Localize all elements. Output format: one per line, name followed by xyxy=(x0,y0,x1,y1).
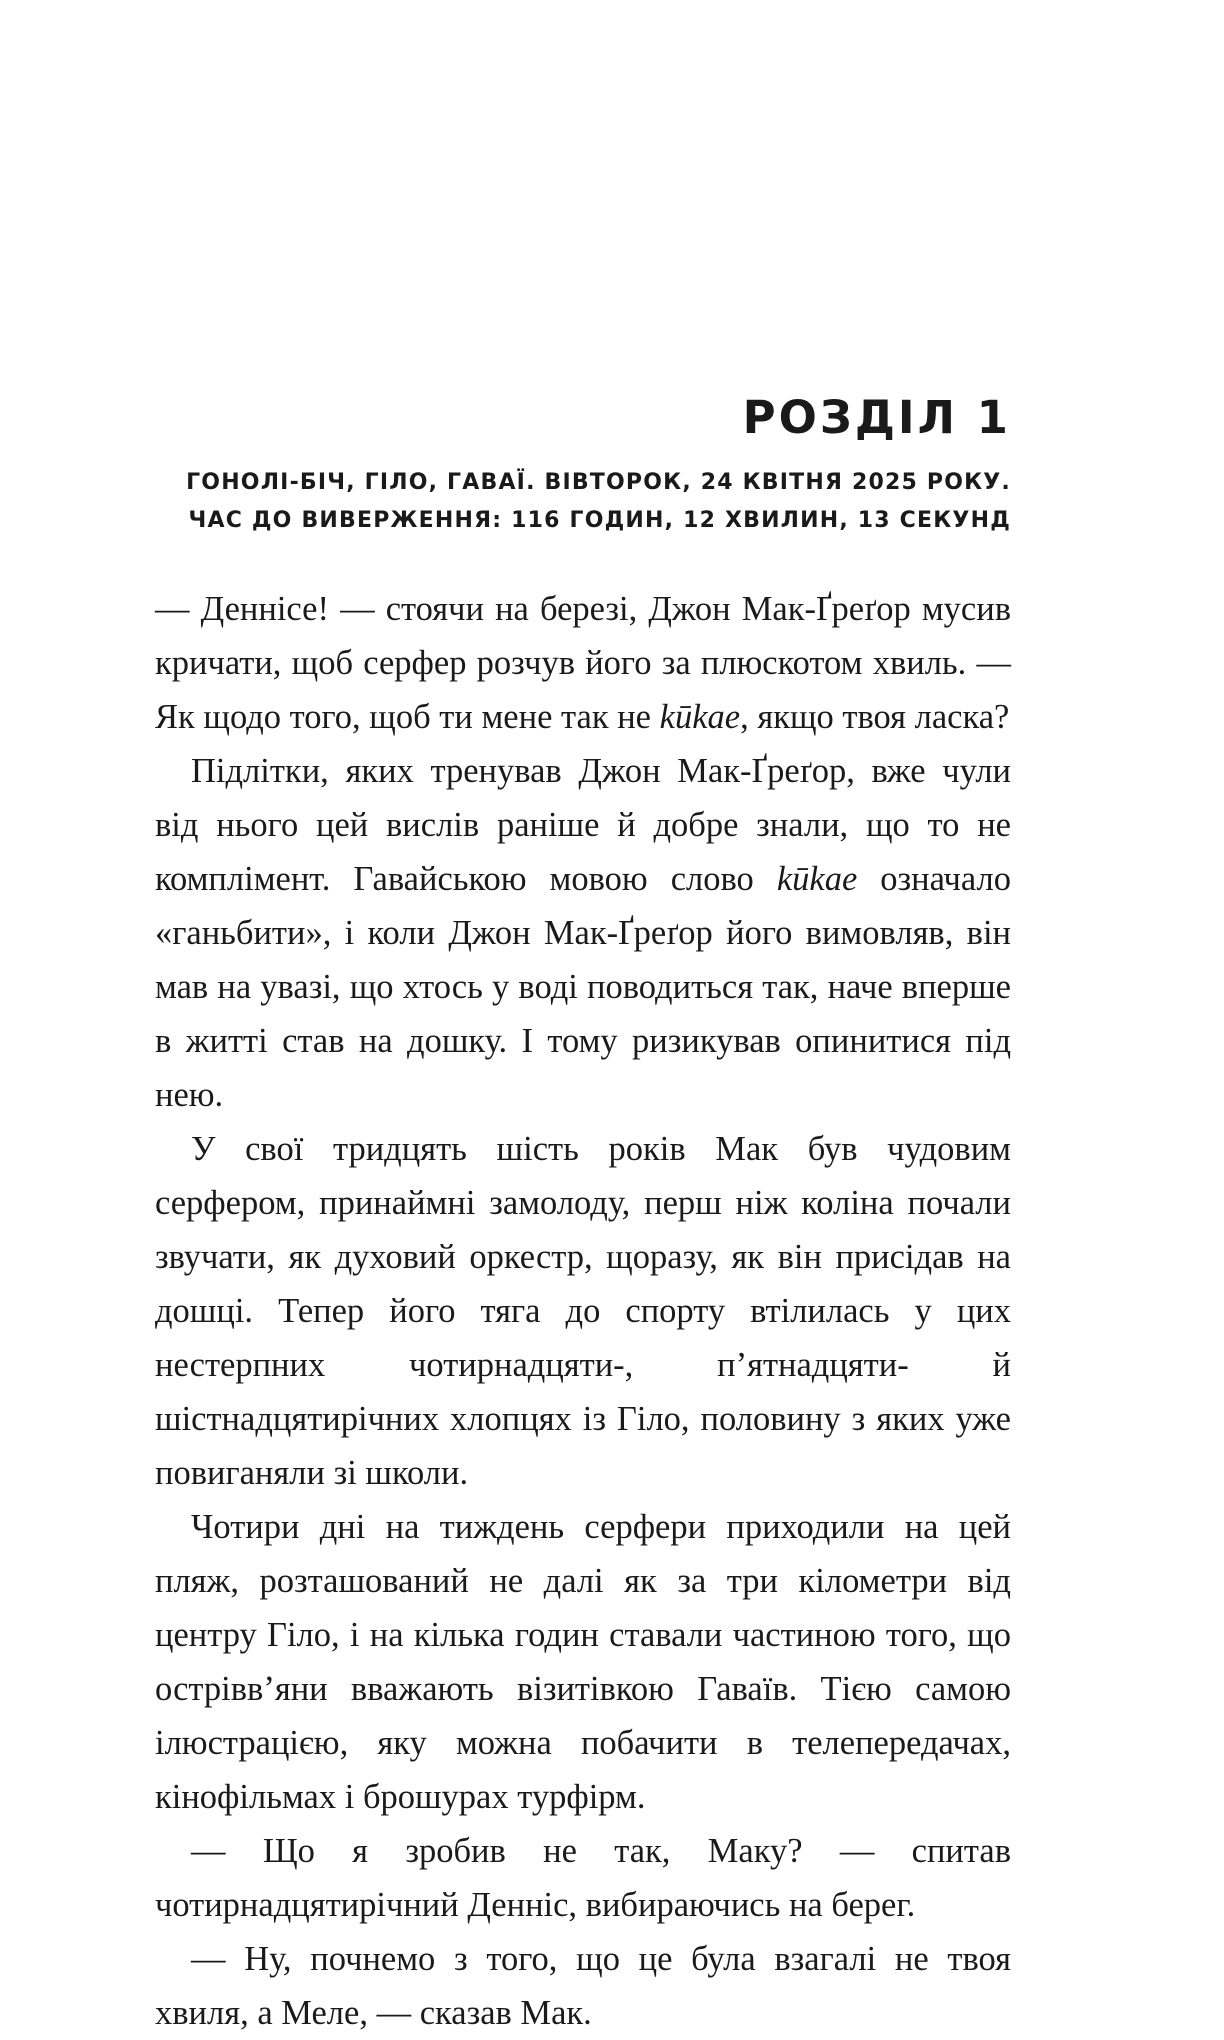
paragraph-2-text-a: Підлітки, яких тренував Джон Мак-Ґреґор, вже чули від нього цей вислів раніше й добре знали, що то не комплімент. Гавайською мовою слово xyxy=(155,752,1011,898)
body-text xyxy=(155,582,1011,2040)
paragraph-3: У свої тридцять шість років Мак був чудовим серфером, принаймні замолоду, перш ніж коліна почали звучати, як духовий оркестр, щоразу, як він присідав на дошці. Тепер його тяга до спорту втілилась у цих нестерпних чотирнадцяти-, п’ятнадцяти- й шістнадцятирічних хлопцях із Гіло, половину з яких уже повиганяли зі школи. xyxy=(155,1130,1011,1492)
paragraph-1-text-a: — Деннісе! — стоячи на березі, Джон Мак-Ґреґор мусив кричати, щоб серфер розчув його за плюскотом хвиль. — Як щодо того, щоб ти мене так не xyxy=(155,590,1011,736)
paragraph-6: — Ну, почнемо з того, що це була взагалі не твоя хвиля, а Меле, — сказав Мак. xyxy=(155,1940,1011,2032)
chapter-dateline xyxy=(155,464,1011,540)
paragraph-5: — Що я зробив не так, Маку? — спитав чотирнадцятирічний Денніс, вибираючись на берег. xyxy=(155,1832,1011,1924)
dateline-location-date: ГОНОЛІ-БІЧ, ГІЛО, ГАВАЇ. ВІВТОРОК, 24 КВІТНЯ 2025 РОКУ. xyxy=(186,470,1011,495)
chapter-title: РОЗДІЛ 1 xyxy=(742,391,1011,444)
paragraph-1-italic-word: kūkae xyxy=(659,698,741,736)
paragraph-4: Чотири дні на тиждень серфери приходили на цей пляж, розташований не далі як за три кілометри від центру Гіло, і на кілька годин ставали частиною того, що остріввʼяни вважають візитівкою Гаваїв. Тією самою ілюстрацією, яку можна побачити в телепередачах, кінофільмах і брошурах турфірм. xyxy=(155,1508,1011,1816)
paragraph-2-text-b: означало «ганьбити», і коли Джон Мак-Ґреґор його вимовляв, він мав на увазі, що хтось у воді поводиться так, наче вперше в житті став на дошку. І тому ризикував опинитися під нею. xyxy=(155,860,1011,1114)
paragraph-2 xyxy=(155,744,1011,1122)
book-page xyxy=(155,391,1011,2040)
paragraph-2-italic-word: kūkae xyxy=(776,860,858,898)
dateline-countdown: ЧАС ДО ВИВЕРЖЕННЯ: 116 ГОДИН, 12 ХВИЛИН, 13 СЕКУНД xyxy=(188,508,1011,533)
paragraph-1-text-b: , якщо твоя ласка? xyxy=(740,698,1010,736)
paragraph-1 xyxy=(155,582,1011,744)
